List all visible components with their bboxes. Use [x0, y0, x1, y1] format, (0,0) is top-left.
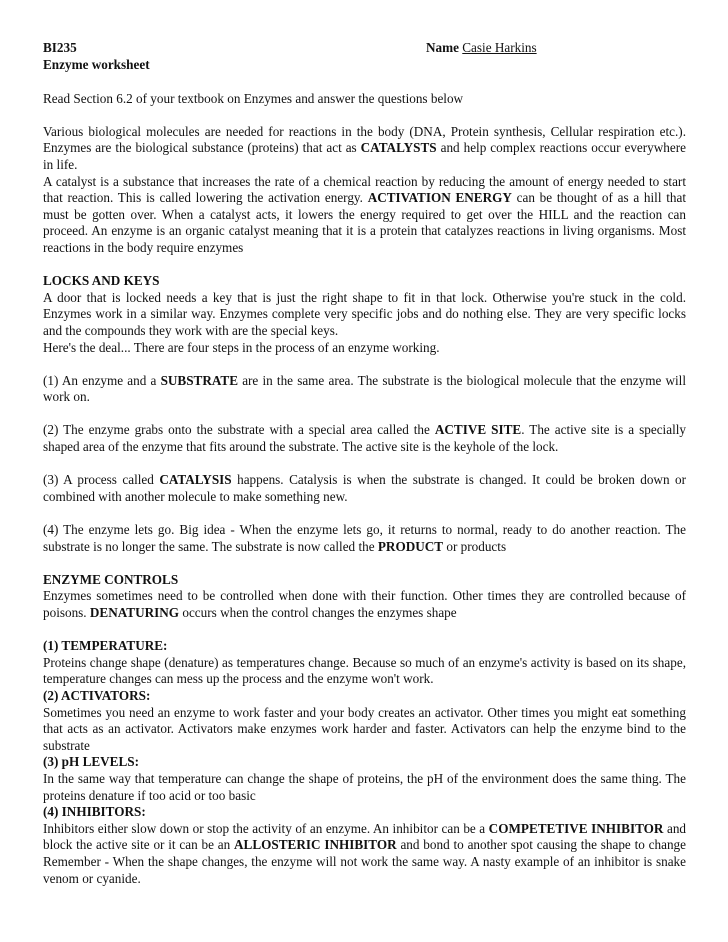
- instructions-text: Read Section 6.2 of your textbook on Enzymes and answer the questions below: [43, 90, 464, 106]
- term-denaturing: DENATURING: [89, 605, 180, 620]
- term-active-site: ACTIVE SITE: [434, 422, 522, 438]
- term-activation-energy: ACTIVATION ENERGY: [367, 190, 512, 206]
- locks-paragraph: A door that is locked needs a key that is just the right shape to fit in that lock. Otherwise you're stuck in the cold. Enzymes work in a similar way. Enzymes complete very specific jobs and do nothing else. They are very specific locks and the compounds they work with are the special keys.: [43, 289, 686, 338]
- activators-text: Sometimes you need an enzyme to work faster and your body creates an activator. Other times you might eat something that acts as an activator. Activators make enzymes work harder and faster. Activators can help the enzyme bind to the substrate: [43, 704, 686, 753]
- step-4: (4) The enzyme lets go. Big idea - When the enzyme lets go, it returns to normal, ready to do another reaction. The substrate is no longer the same. The substrate is now called the PRODUCT or products: [43, 522, 686, 554]
- name-label: Name: [426, 40, 459, 55]
- temperature-text: Proteins change shape (denature) as temperatures change. Because so much of an enzyme's activity is based on its shape, temperature changes can mess up the process and the enzyme won't work.: [43, 654, 686, 687]
- intro-paragraph-2: A catalyst is a substance that increases the rate of a chemical reaction by reducing the amount of energy needed to start that reaction. This is called lowering the activation energy. ACTIVATION ENERGY can be thought of as a hill that must be gotten over. When a catalyst acts, it lowers the energy required to get over the HILL and the reaction can proceed. An enzyme is an organic catalyst meaning that it is a protein that catalyzes reactions in living organisms. Most reactions in the body require enzymes: [43, 173, 686, 255]
- section-heading-locks: LOCKS AND KEYS: [43, 273, 160, 289]
- locks-steps-intro: Here's the deal... There are four steps in the process of an enzyme working.: [43, 339, 440, 355]
- term-competetive-inhibitor: COMPETETIVE INHIBITOR: [488, 820, 664, 836]
- section-heading-controls: ENZYME CONTROLS: [43, 571, 179, 587]
- step-2: (2) The enzyme grabs onto the substrate with a special area called the ACTIVE SITE. The active site is a specially shaped area of the enzyme that fits around the substrate. The active site is the keyhole of the lock.: [43, 422, 686, 455]
- controls-paragraph: Enzymes sometimes need to be controlled when done with their function. Other times they are controlled because of poisons. DENATURING occurs when the control changes the enzymes shape: [43, 588, 686, 620]
- subheading-activators: (2) ACTIVATORS:: [43, 687, 151, 703]
- name-value: Casie Harkins: [462, 40, 537, 55]
- subheading-temperature: (1) TEMPERATURE:: [43, 638, 168, 654]
- inhibitors-text: Inhibitors either slow down or stop the activity of an enzyme. An inhibitor can be a COMPETETIVE INHIBITOR and block the active site or it can be an ALLOSTERIC INHIBITOR and bond to another spot causing the shape to change Remember - When the shape changes, the enzyme will not work the same way. A nasty example of an inhibitor is snake venom or cyanide.: [43, 820, 687, 886]
- step-3: (3) A process called CATALYSIS happens. Catalysis is when the substrate is changed. It could be broken down or combined with another molecule to make something new.: [43, 472, 686, 504]
- student-name: [426, 40, 537, 57]
- term-product: PRODUCT: [377, 538, 444, 554]
- term-substrate: SUBSTRATE: [160, 372, 239, 388]
- subheading-inhibitors: (4) INHIBITORS:: [43, 804, 146, 820]
- course-code: BI235: [43, 40, 77, 55]
- intro-paragraph-1: Various biological molecules are needed for reactions in the body (DNA, Protein synthesis, Cellular respiration etc.). Enzymes are the biological substance (proteins) that act as CATALYSTS and help complex reactions occur everywhere in life.: [43, 123, 686, 172]
- step-1: (1) An enzyme and a SUBSTRATE are in the same area. The substrate is the biological molecule that the enzyme will work on.: [43, 372, 686, 405]
- worksheet-page: [43, 40, 686, 887]
- worksheet-header: [43, 40, 686, 74]
- term-catalysts: CATALYSTS: [360, 140, 437, 156]
- worksheet-title: Enzyme worksheet: [43, 57, 150, 72]
- term-allosteric-inhibitor: ALLOSTERIC INHIBITOR: [234, 837, 397, 853]
- subheading-ph-levels: (3) pH LEVELS:: [43, 754, 139, 770]
- ph-levels-text: In the same way that temperature can change the shape of proteins, the pH of the environment does the same thing. The proteins denature if too acid or too basic: [43, 770, 686, 803]
- term-catalysis: CATALYSIS: [159, 472, 232, 488]
